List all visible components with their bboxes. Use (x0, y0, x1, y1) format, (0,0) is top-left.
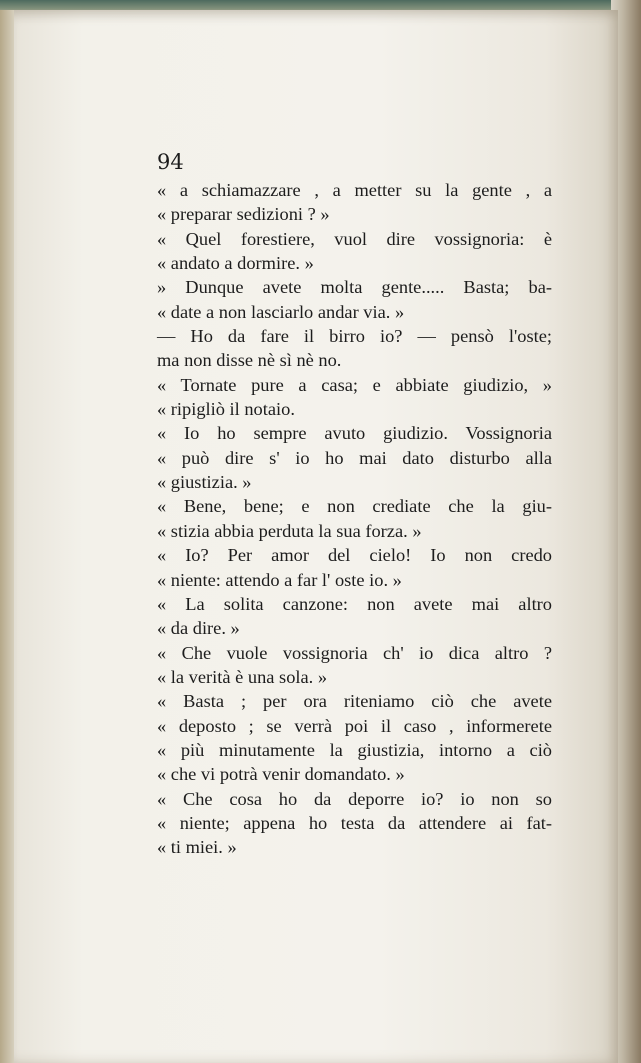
text-line: « più minutamente la giustizia, intorno a ciò (157, 739, 552, 760)
text-line: « Quel forestiere, vuol dire vossignoria: è (157, 228, 552, 249)
text-line: « Tornate pure a casa; e abbiate giudizio, » (157, 374, 552, 395)
text-line: « Bene, bene; e non crediate che la giu- (157, 496, 552, 517)
page-text (157, 178, 552, 860)
text-line: « stizia abbia perduta la sua forza. » (157, 520, 422, 541)
text-line: « niente; appena ho testa da attendere ai fat- (157, 812, 552, 833)
text-line: — Ho da fare il birro io? — pensò l'oste; (157, 326, 552, 347)
book-left-edge (0, 10, 14, 1063)
page-number: 94 (157, 150, 184, 174)
text-line: « preparar sedizioni ? » (157, 204, 330, 225)
text-line: « a schiamazzare , a metter su la gente , a (157, 180, 552, 200)
text-line: « la verità è una sola. » (157, 666, 328, 687)
text-line: « può dire s' io ho mai dato disturbo alla (157, 447, 552, 468)
text-line: « La solita canzone: non avete mai altro (157, 593, 552, 614)
text-line: « da dire. » (157, 618, 240, 639)
text-line: « che vi potrà venir domandato. » (157, 764, 405, 785)
text-line: « Che vuole vossignoria ch' io dica altro ? (157, 642, 552, 663)
text-line: « Io? Per amor del cielo! Io non credo (157, 545, 552, 566)
text-line: « giustizia. » (157, 472, 252, 493)
text-line: ma non disse nè sì nè no. (157, 350, 342, 371)
text-line: « deposto ; se verrà poi il caso , informerete (157, 715, 552, 736)
text-line: « Basta ; per ora riteniamo ciò che avete (157, 691, 552, 712)
text-line: « andato a dormire. » (157, 253, 314, 274)
text-line: « Io ho sempre avuto giudizio. Vossignoria (157, 423, 552, 444)
text-line: « Che cosa ho da deporre io? io non so (157, 788, 552, 809)
text-line: » Dunque avete molta gente..... Basta; ba- (157, 277, 552, 298)
text-line: « ripigliò il notaio. (157, 399, 295, 420)
text-line: « date a non lasciarlo andar via. » (157, 301, 405, 322)
text-line: « niente: attendo a far l' oste io. » (157, 569, 402, 590)
text-line: « ti miei. » (157, 837, 237, 858)
